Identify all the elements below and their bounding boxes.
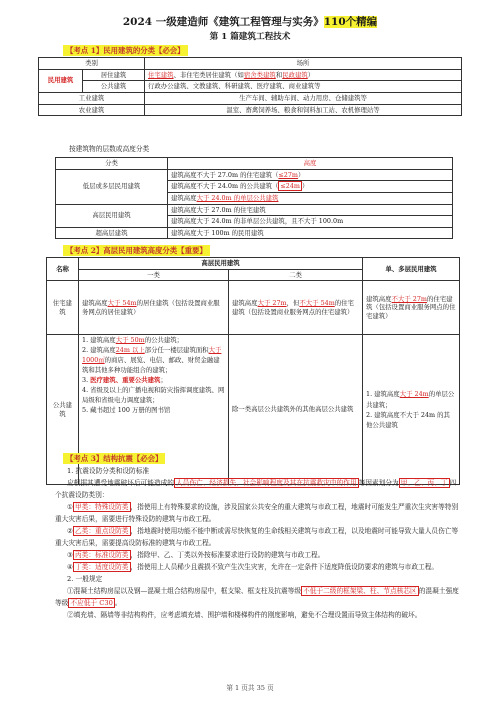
seismic-p8-key: 不低于二级的框架梁、柱、节点核芯区	[303, 587, 417, 595]
building-classification-table	[38, 57, 462, 116]
class-d-label: 丁类：适度设防类	[75, 563, 129, 571]
table1-header-place: 场所	[145, 58, 462, 70]
pc1-2-key2: 大于 1000㎡	[82, 346, 222, 365]
seismic-p5-text: ，指除甲、乙、丁类以外按标准要求进行设防的建筑与市政工程。	[130, 551, 325, 559]
res-c3-rest: 的住宅建筑（包括设置商业服务网点的住宅建筑）	[366, 294, 456, 321]
pc1-3-a: 3.	[82, 375, 91, 384]
pc1-1-c: 的公共建筑；	[144, 336, 184, 345]
public-class2: 除一类高层公共建筑外的其他高层公共建筑	[229, 335, 363, 485]
pc3-1-a: 1. 建筑高度	[366, 390, 400, 399]
residential-and: 和	[275, 70, 283, 79]
seismic-p4-num: ②	[67, 527, 73, 535]
low-multi-label: 低层或多层民用建筑	[56, 169, 168, 204]
low-rule-2-key: ≤24m	[280, 182, 300, 191]
seismic-p2-key: 人员伤亡、经济损失、社会影响程度及其在抗震救灾中的作用	[176, 479, 357, 487]
civil-building-label: 民用建筑	[39, 69, 83, 92]
seismic-p3	[55, 501, 461, 525]
table2-header-height: 高度	[168, 158, 453, 170]
title-main: 2024 一级建造师《建筑工程管理与实务》	[122, 16, 324, 28]
pc3-1-c: 的单层公共建筑；	[366, 390, 455, 409]
table3-header-class1: 一类	[79, 269, 229, 281]
high-rise-label: 高层民用建筑	[56, 204, 168, 227]
pc1-2-key1: 24m 以上	[115, 346, 145, 355]
seismic-p4-text: ，指地震时使用功能不能中断或需尽快恢复的生命线相关建筑与市政工程，以及地震时可能导致大量人员伤亡等重大灾害后果，需要提高设防标准的建筑与市政工程。	[55, 527, 459, 547]
res-c3-text: 建筑高度	[366, 294, 392, 303]
document-title	[0, 14, 500, 29]
public-label: 公共建筑	[83, 81, 145, 93]
seismic-p7: 2. 一般规定	[67, 575, 103, 583]
seismic-p6-text: ，指使用上人员稀少且震损不致产生次生灾害，允许在一定条件下适度降低设防要求的建筑与市政工程。	[130, 563, 439, 571]
title-highlight: 110个精编	[323, 16, 378, 28]
page-footer: 第 1 页共 35 页	[226, 684, 274, 692]
dormitory-keyword: 宿舍类建筑	[243, 70, 276, 79]
low-rule-1-key: ≤27m	[278, 170, 298, 179]
class-a-label: 甲类：特殊设防类	[75, 503, 129, 511]
pc1-2-a: 2. 建筑高度	[82, 346, 116, 355]
pc1-1-a: 1. 建筑高度	[82, 336, 116, 345]
pc3-1-key: 大于 24m	[399, 390, 429, 399]
res-c2-rest: 的住宅建筑（包括设置商业服务网点的住宅建筑）	[232, 299, 354, 316]
height-classification-table	[55, 157, 453, 239]
seismic-p2-classes: 甲、乙、丙、丁	[400, 479, 448, 487]
seismic-p1: 1. 抗震设防分类和设防标准	[67, 467, 150, 475]
pc1-2-e: 的商店、展览、电信、邮政、财贸金融建筑和其他多种功能组合的建筑；	[82, 356, 220, 375]
res-c1-key: 大于 54m	[107, 299, 137, 308]
residential-text: 、非住宅类居住建筑（如	[173, 70, 244, 79]
low-rule-3-text: 建筑高度	[171, 193, 197, 202]
public-class1-item-5: 5. 藏书超过 100 万册的图书馆	[82, 405, 171, 414]
civil-affairs-keyword: 民政建筑	[282, 70, 308, 79]
public-places: 行政办公建筑、文教建筑、科研建筑、医疗建筑、商业建筑等	[145, 81, 462, 93]
seismic-p3-text: ，指使用上有特殊要求的设施，涉及国家公共安全的重大建筑与市政工程，地震时可能发生严重次生灾害等特别重大灾害后果，需要进行特殊设防的建筑与市政工程。	[55, 503, 459, 523]
public-class1-item-3	[82, 376, 225, 386]
low-rule-3	[168, 192, 453, 204]
low-rule-2-text: 建筑高度不大于 24.0m 的公共建筑（	[171, 182, 279, 191]
public-row-label: 公共建筑	[47, 335, 79, 485]
low-rule-3-key: 大于 24.0m 的单层公共建筑	[196, 193, 279, 202]
agricultural-label: 农业建筑	[39, 104, 145, 116]
res-c2-but: ，但	[286, 299, 300, 308]
super-high-rule: 建筑高度大于 100m 的民用建筑	[168, 227, 453, 239]
seismic-p2	[55, 477, 461, 501]
low-rule-1-text: 建筑高度不大于 27.0m 的住宅建筑（	[171, 170, 279, 179]
section-heading-3: 【考点 3】结构抗震【必会】	[63, 453, 165, 464]
pc1-3-key: 医疗建筑、重要公共建筑	[90, 375, 161, 384]
res-c2-text: 建筑高度	[232, 299, 258, 308]
seismic-p2-c: 等因素划分为	[358, 479, 399, 487]
seismic-p9: ②填充墙、隔墙等非结构构件，应考虑填充墙、围护墙和楼梯构件的刚度影响，避免不合理设置而导致主体结构的破坏。	[67, 611, 422, 619]
part-subtitle: 第 1 篇建筑工程技术	[209, 32, 291, 42]
residential-places	[145, 69, 462, 81]
seismic-p8-c30: 不应低于 C30	[70, 599, 113, 607]
res-c1-rest: 的居住建筑（包括设置商业服务网点的居住建筑）	[82, 299, 220, 316]
seismic-p8-e: 。	[114, 599, 122, 607]
seismic-p6	[55, 561, 461, 573]
high-rule-2: 建筑高度大于 24.0m 的非单层公共建筑，且不大于 100.0m	[168, 216, 453, 228]
height-classification-note	[69, 143, 469, 155]
low-rule-1	[168, 169, 453, 181]
seismic-p4	[55, 525, 461, 549]
industrial-label: 工业建筑	[39, 92, 145, 104]
seismic-p6-num: ④	[67, 563, 73, 571]
table3-header-high: 高层民用建筑	[79, 258, 363, 270]
low-rule-1-close: ）	[297, 170, 305, 179]
class-b-label: 乙类：重点设防类	[75, 527, 129, 535]
public-lowmulti	[363, 335, 460, 485]
low-rule-2-close: ）	[301, 182, 309, 191]
seismic-p5	[55, 549, 461, 561]
seismic-p2-a: 应根据其遭受地震破坏后可能造成的	[67, 479, 174, 487]
residential-class1	[79, 281, 229, 335]
super-high-label: 超高层建筑	[56, 227, 168, 239]
residential-class2	[229, 281, 363, 335]
agricultural-places: 温室、畜禽饲养场、粮食和饲料加工站、农机修理站等	[145, 104, 462, 116]
table2-header-class: 分类	[56, 158, 168, 170]
res-c1-text: 建筑高度	[82, 299, 108, 308]
public-class1-item-4: 4. 省级及以上的广播电视和防灾指挥调度建筑、网局级和省级电力调度建筑；	[82, 385, 225, 404]
public-lowmulti-item-2: 2. 建筑高度不大于 24m 的其他公共建筑	[366, 410, 450, 430]
public-class1-item-2	[82, 346, 225, 376]
section-heading-2: 【考点 2】高层民用建筑高度分类【重要】	[63, 245, 210, 256]
residential-keyword: 住宅建筑	[148, 70, 174, 79]
seismic-p8	[55, 585, 461, 609]
res-c3-key: 不大于 27m	[391, 294, 427, 303]
seismic-p2-e: 四个抗震设防类别：	[55, 479, 457, 499]
seismic-p3-num: ①	[67, 503, 73, 511]
high-rise-class-table	[46, 257, 460, 485]
residential-row-label: 住宅建筑	[47, 281, 79, 335]
res-c2-key2: 不大于 54m	[299, 299, 335, 308]
low-rule-2	[168, 181, 453, 193]
residential-close: ）	[307, 70, 315, 79]
table1-header-category: 类别	[39, 58, 145, 70]
public-lowmulti-item-1	[366, 389, 456, 410]
res-c2-key1: 大于 27m	[257, 299, 287, 308]
residential-lowmulti	[363, 281, 460, 335]
seismic-p8-c: 的混凝土强度等级	[55, 587, 459, 607]
public-class1-item-1	[82, 336, 225, 346]
seismic-p5-num: ③	[67, 551, 73, 559]
industrial-places: 生产车间、辅助车间、动力用房、仓储建筑等	[145, 92, 462, 104]
seismic-body	[55, 465, 461, 621]
table3-header-lowmulti: 单、多层民用建筑	[363, 258, 460, 281]
pc1-3-c: ；	[160, 375, 167, 384]
pc1-1-key: 大于 50m	[115, 336, 145, 345]
height-note-text: 按建筑物的层数或高度分类	[69, 145, 150, 153]
residential-label: 居住建筑	[83, 69, 145, 81]
high-rule-1: 建筑高度大于 27.0m 的住宅建筑	[168, 204, 453, 216]
table3-header-name: 名称	[47, 258, 79, 281]
section-heading-1: 【考点 1】民用建筑的分类【必会】	[63, 45, 188, 56]
pc1-2-c: 部分任一楼层建筑面积	[144, 346, 209, 355]
seismic-p8-a: ①混凝土结构房屋以及钢—混凝土组合结构房屋中，框支梁、框支柱及抗震等级	[67, 587, 302, 595]
table3-header-class2: 二类	[229, 269, 363, 281]
class-c-label: 丙类：标准设防类	[75, 551, 129, 559]
